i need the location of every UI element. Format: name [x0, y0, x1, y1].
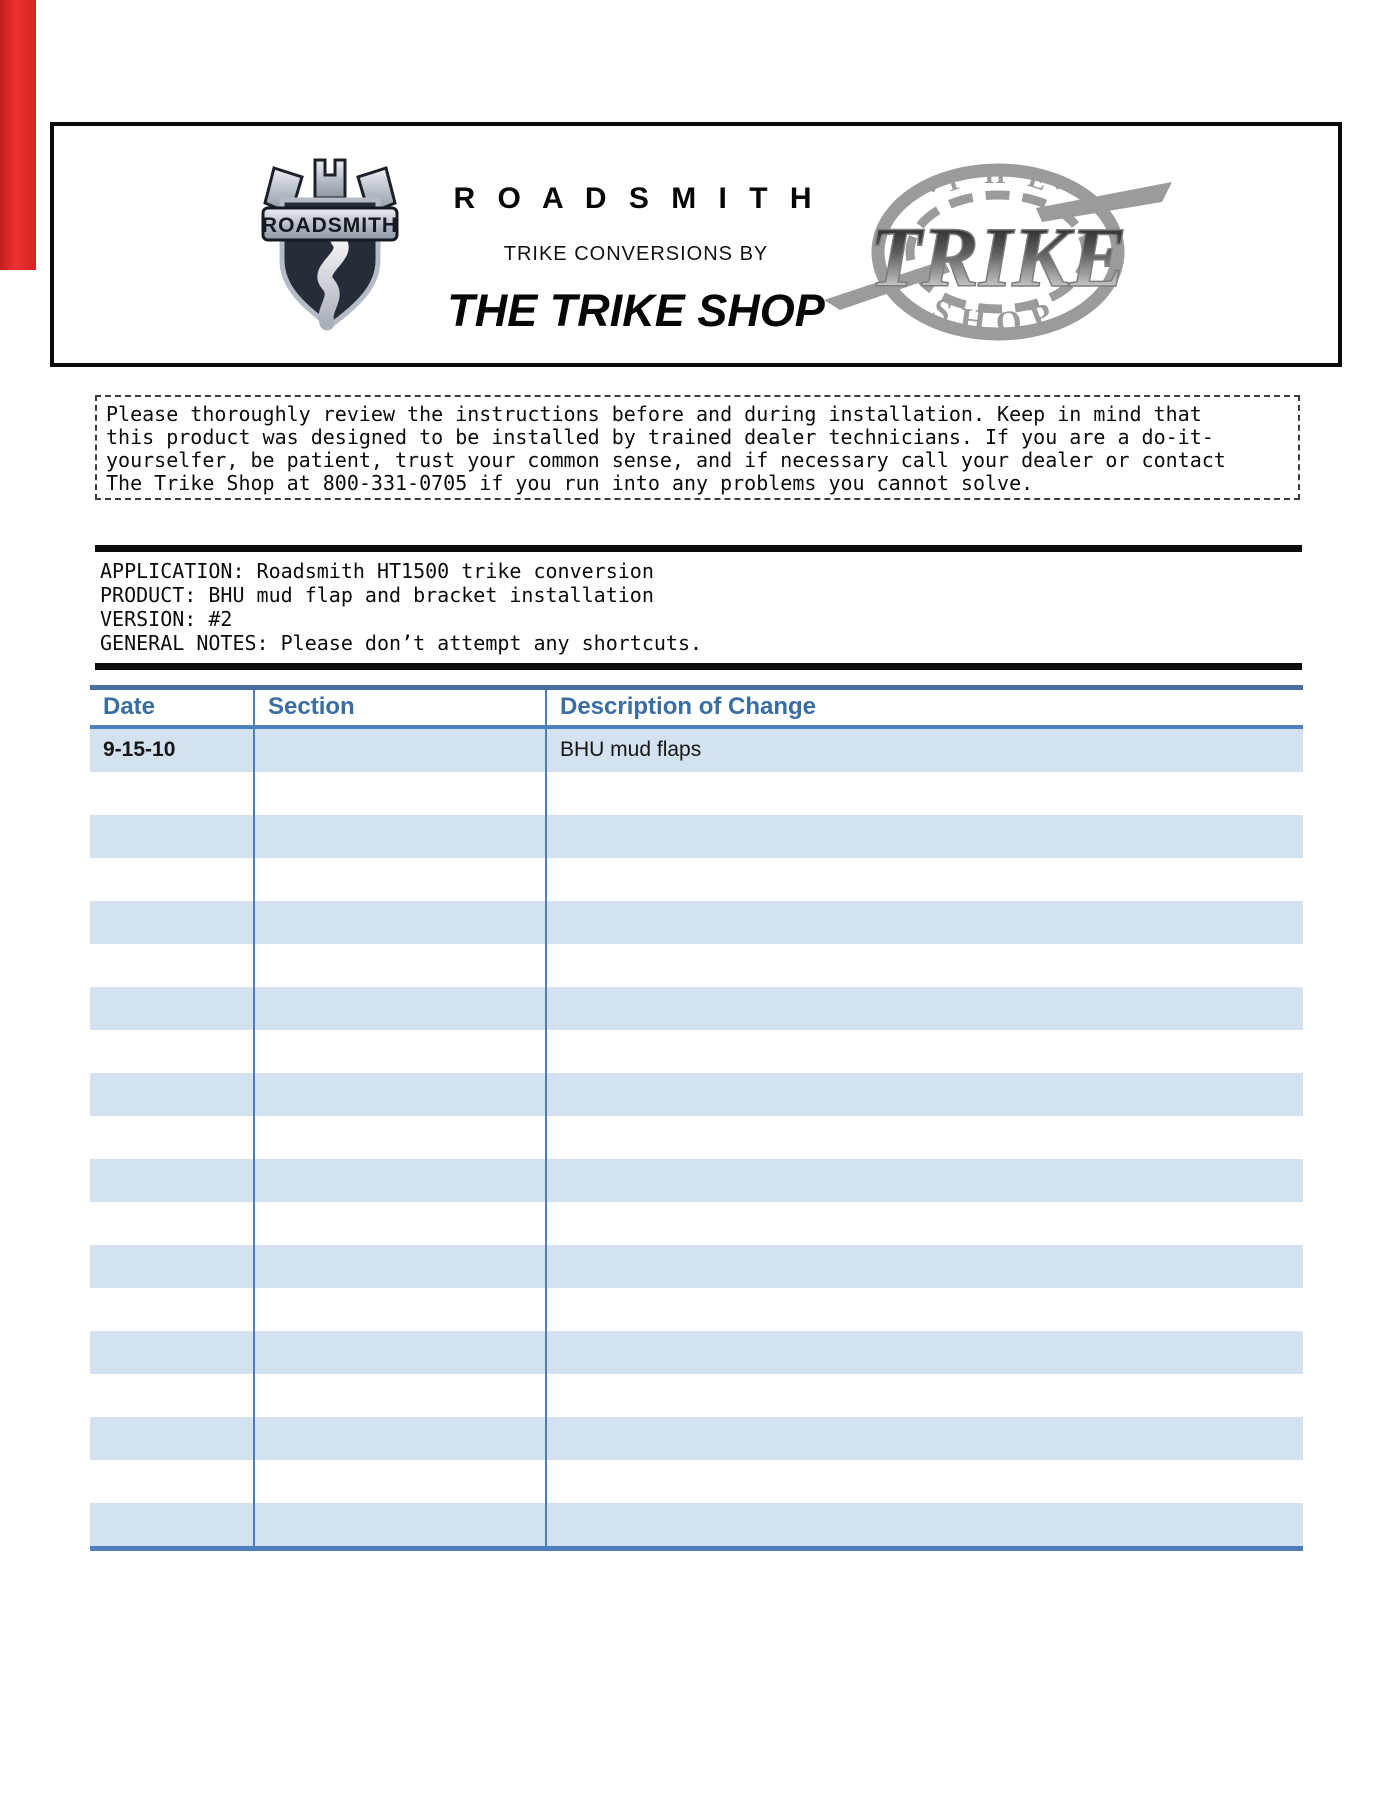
brand-text-block: [426, 182, 846, 337]
table-cell-description: [547, 901, 1303, 944]
table-cell-section: [255, 858, 547, 901]
table-row: [90, 1503, 1303, 1546]
table-cell-date: [90, 1503, 255, 1546]
table-cell-section: [255, 1116, 547, 1159]
table-row: [90, 1417, 1303, 1460]
table-cell-date: 9-15-10: [90, 729, 255, 772]
table-cell-description: [547, 1460, 1303, 1503]
table-cell-section: [255, 772, 547, 815]
table-row: [90, 1159, 1303, 1202]
table-row: [90, 1460, 1303, 1503]
column-header-section: Section: [255, 690, 547, 725]
table-cell-date: [90, 987, 255, 1030]
general-notes-line: GENERAL NOTES: Please don’t attempt any shortcuts.: [100, 631, 703, 655]
table-cell-section: [255, 1202, 547, 1245]
application-info-lines: [95, 552, 1302, 663]
table-header-row: [90, 690, 1303, 729]
table-cell-section: [255, 729, 547, 772]
roadsmith-badge-label: ROADSMITH: [261, 214, 399, 237]
red-margin-stripe: [0, 0, 36, 270]
table-cell-description: [547, 1159, 1303, 1202]
table-row: [90, 944, 1303, 987]
brand-title: R O A D S M I T H: [453, 182, 819, 215]
table-cell-section: [255, 1374, 547, 1417]
table-cell-description: BHU mud flaps: [547, 729, 1303, 772]
table-cell-section: [255, 944, 547, 987]
table-row: [90, 1331, 1303, 1374]
table-bottom-border: [90, 1546, 1303, 1551]
table-cell-section: [255, 1417, 547, 1460]
table-cell-section: [255, 1159, 547, 1202]
table-cell-date: [90, 1116, 255, 1159]
table-cell-date: [90, 1374, 255, 1417]
table-cell-description: [547, 1245, 1303, 1288]
column-header-description: Description of Change: [560, 693, 817, 720]
table-row: [90, 1116, 1303, 1159]
table-cell-date: [90, 1030, 255, 1073]
table-cell-date: [90, 1159, 255, 1202]
application-line: APPLICATION: Roadsmith HT1500 trike conversion: [100, 559, 654, 583]
column-header-date: Date: [90, 690, 255, 725]
table-cell-date: [90, 772, 255, 815]
table-row: [90, 1245, 1303, 1288]
notice-line: Please thoroughly review the instructions before and during installation. Keep in mind that: [106, 402, 1202, 426]
horizontal-rule-bottom: [95, 663, 1302, 670]
table-cell-section: [255, 901, 547, 944]
installation-notice-box: [95, 395, 1300, 500]
table-row: [90, 772, 1303, 815]
table-cell-description: [547, 1116, 1303, 1159]
table-cell-date: [90, 1202, 255, 1245]
table-cell-description: [547, 1030, 1303, 1073]
notice-line: yourselfer, be patient, trust your common sense, and if necessary call your dealer or contact: [106, 448, 1226, 472]
horizontal-rule-top: [95, 545, 1302, 552]
change-table-body: [90, 729, 1303, 1546]
table-cell-description: [547, 944, 1303, 987]
table-cell-description: [547, 987, 1303, 1030]
roadsmith-shield-logo: [230, 142, 430, 342]
table-cell-date: [90, 815, 255, 858]
table-row: [90, 1073, 1303, 1116]
table-cell-date: [90, 1460, 255, 1503]
table-cell-description: [547, 1417, 1303, 1460]
brand-subtitle: TRIKE CONVERSIONS BY: [503, 243, 769, 265]
table-row: [90, 729, 1303, 772]
table-cell-description: [547, 815, 1303, 858]
table-cell-date: [90, 944, 255, 987]
oval-logo-trike: TRIKE: [868, 209, 1128, 305]
change-log-table: [90, 685, 1303, 1551]
table-cell-section: [255, 1030, 547, 1073]
table-cell-description: [547, 1073, 1303, 1116]
notice-line: this product was designed to be installed by trained dealer technicians. If you are a do-it-: [106, 425, 1214, 449]
brand-name: THE TRIKE SHOP: [447, 285, 825, 336]
table-cell-date: [90, 1288, 255, 1331]
table-row: [90, 987, 1303, 1030]
table-cell-date: [90, 1073, 255, 1116]
product-line: PRODUCT: BHU mud flap and bracket installation: [100, 583, 654, 607]
application-info-block: [95, 545, 1302, 670]
table-cell-section: [255, 987, 547, 1030]
table-cell-description: [547, 772, 1303, 815]
header-logo-box: [50, 122, 1342, 367]
table-cell-section: [255, 1503, 547, 1546]
trike-shop-oval-logo: [822, 148, 1174, 362]
notice-line: The Trike Shop at 800-331-0705 if you run into any problems you cannot solve.: [106, 471, 1034, 495]
table-cell-section: [255, 1073, 547, 1116]
table-cell-date: [90, 1245, 255, 1288]
table-row: [90, 901, 1303, 944]
table-cell-date: [90, 1331, 255, 1374]
table-cell-section: [255, 815, 547, 858]
table-row: [90, 1202, 1303, 1245]
oval-logo-shop: SHOP: [926, 291, 1070, 343]
table-cell-section: [255, 1460, 547, 1503]
table-cell-section: [255, 1245, 547, 1288]
table-row: [90, 1288, 1303, 1331]
table-cell-date: [90, 901, 255, 944]
table-cell-date: [90, 858, 255, 901]
table-cell-date: [90, 1417, 255, 1460]
table-row: [90, 858, 1303, 901]
version-line: VERSION: #2: [100, 607, 233, 631]
table-cell-description: [547, 1202, 1303, 1245]
table-cell-section: [255, 1331, 547, 1374]
table-cell-description: [547, 1288, 1303, 1331]
oval-logo-the: ·T·H·E·: [922, 159, 1074, 206]
table-cell-section: [255, 1288, 547, 1331]
table-row: [90, 1030, 1303, 1073]
table-row: [90, 1374, 1303, 1417]
table-row: [90, 815, 1303, 858]
table-cell-description: [547, 858, 1303, 901]
table-cell-description: [547, 1503, 1303, 1546]
table-cell-description: [547, 1331, 1303, 1374]
table-cell-description: [547, 1374, 1303, 1417]
